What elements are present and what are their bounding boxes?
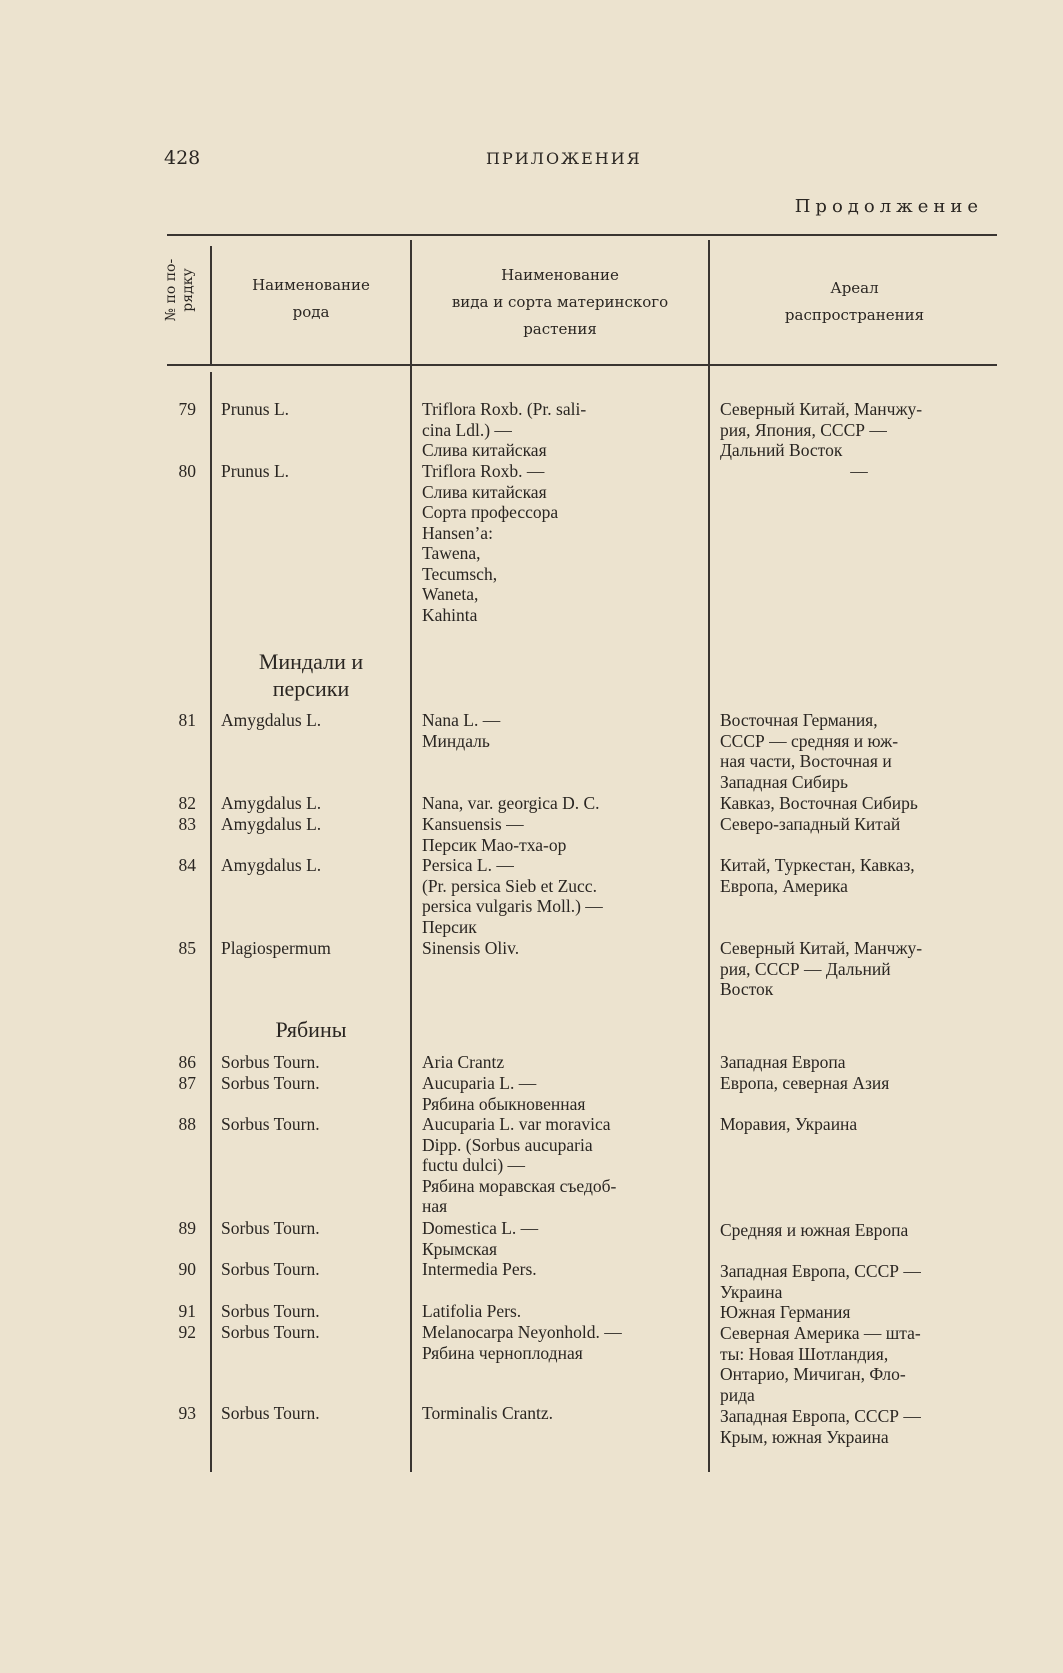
species-name: Nana L. — Миндаль bbox=[422, 710, 501, 751]
genus-name: Sorbus Tourn. bbox=[221, 1052, 320, 1072]
distribution-area: Северо-западный Китай bbox=[720, 814, 901, 834]
genus-name: Amygdalus L. bbox=[221, 710, 322, 730]
column-divider-1-body bbox=[210, 372, 212, 1472]
species-name: Latifolia Pers. bbox=[422, 1301, 522, 1321]
species-name: Intermedia Pers. bbox=[422, 1259, 537, 1279]
distribution-area: Моравия, Украина bbox=[720, 1114, 858, 1134]
row-number: 91 bbox=[178, 1301, 196, 1321]
distribution-area: Южная Германия bbox=[720, 1302, 851, 1322]
genus-name: Sorbus Tourn. bbox=[221, 1301, 320, 1321]
species-name: Triflora Roxb. (Pr. sali- cina Ldl.) — Слива китайская bbox=[422, 399, 587, 460]
row-number: 92 bbox=[178, 1322, 196, 1342]
species-name: Persica L. — (Pr. persica Sieb et Zucc. persica vulgaris Moll.) — Персик bbox=[422, 855, 603, 937]
genus-name: Plagiospermum bbox=[221, 938, 331, 958]
row-number: 79 bbox=[178, 399, 196, 419]
row-number: 89 bbox=[178, 1218, 196, 1238]
species-name: Aucuparia L. — Рябина обыкновенная bbox=[422, 1073, 586, 1114]
row-number: 80 bbox=[178, 461, 196, 481]
species-name: Sinensis Oliv. bbox=[422, 938, 520, 958]
genus-name: Sorbus Tourn. bbox=[221, 1073, 320, 1093]
row-number: 88 bbox=[178, 1114, 196, 1134]
genus-name: Sorbus Tourn. bbox=[221, 1218, 320, 1238]
species-name: Domestica L. — Крымская bbox=[422, 1218, 539, 1259]
row-number: 83 bbox=[178, 814, 196, 834]
genus-name: Amygdalus L. bbox=[221, 793, 322, 813]
genus-name: Sorbus Tourn. bbox=[221, 1114, 320, 1134]
distribution-area: Северная Америка — шта- ты: Новая Шотландия, Онтарио, Мичиган, Фло- рида bbox=[720, 1323, 921, 1405]
genus-name: Sorbus Tourn. bbox=[221, 1259, 320, 1279]
row-number: 87 bbox=[178, 1073, 196, 1093]
genus-name: Sorbus Tourn. bbox=[221, 1403, 320, 1423]
distribution-area: Европа, северная Азия bbox=[720, 1073, 890, 1093]
distribution-area: — bbox=[850, 461, 868, 481]
column-divider-2 bbox=[410, 240, 412, 1472]
running-head: ПРИЛОЖЕНИЯ bbox=[486, 149, 642, 168]
species-name: Melanocarpa Neyonhold. — Рябина черноплодная bbox=[422, 1322, 622, 1363]
page-number: 428 bbox=[164, 147, 201, 169]
row-number: 85 bbox=[178, 938, 196, 958]
species-name: Aria Crantz bbox=[422, 1052, 505, 1072]
column-divider-1 bbox=[210, 246, 212, 364]
genus-name: Sorbus Tourn. bbox=[221, 1322, 320, 1342]
header-genus: Наименование рода bbox=[252, 276, 370, 321]
row-number: 86 bbox=[178, 1052, 196, 1072]
genus-name: Prunus L. bbox=[221, 461, 290, 481]
row-number: 93 bbox=[178, 1403, 196, 1423]
row-number: 81 bbox=[178, 710, 196, 730]
species-name: Triflora Roxb. — Слива китайская Сорта профессора Hansen’a: Tawena, Tecumsch, Waneta, Kahinta bbox=[422, 461, 559, 625]
continuation-label: Продолжение bbox=[794, 196, 983, 217]
genus-name: Prunus L. bbox=[221, 399, 290, 419]
header-species: Наименование вида и сорта материнского растения bbox=[451, 266, 669, 338]
column-divider-3 bbox=[708, 240, 710, 1472]
species-name: Kansuensis — Персик Мао-тха-ор bbox=[422, 814, 567, 855]
genus-name: Amygdalus L. bbox=[221, 814, 322, 834]
distribution-area: Западная Европа, СССР — Украина bbox=[720, 1261, 921, 1302]
row-number: 90 bbox=[178, 1259, 196, 1279]
species-name: Aucuparia L. var moravica Dipp. (Sorbus aucuparia fuctu dulci) — Рябина моравская съедоб- ная bbox=[422, 1114, 617, 1216]
distribution-area: Западная Европа, СССР — Крым, южная Украина bbox=[720, 1406, 921, 1447]
species-name: Torminalis Crantz. bbox=[422, 1403, 553, 1423]
group-heading-almonds: Миндали и персики bbox=[258, 649, 364, 701]
distribution-area: Восточная Германия, СССР — средняя и юж- ная части, Восточная и Западная Сибирь bbox=[720, 710, 899, 792]
distribution-area: Средняя и южная Европа bbox=[720, 1220, 909, 1240]
header-area: Ареал распространения bbox=[784, 279, 925, 324]
distribution-area: Кавказ, Восточная Сибирь bbox=[720, 793, 918, 813]
species-name: Nana, var. georgica D. C. bbox=[422, 793, 600, 813]
group-heading-rowans: Рябины bbox=[275, 1017, 347, 1042]
genus-name: Amygdalus L. bbox=[221, 855, 322, 875]
distribution-area: Китай, Туркестан, Кавказ, Европа, Америка bbox=[720, 855, 915, 896]
table-top-rule bbox=[167, 234, 997, 236]
row-number: 84 bbox=[178, 855, 196, 875]
header-num: № по по- рядку bbox=[163, 258, 196, 322]
distribution-area: Северный Китай, Манчжу- рия, СССР — Дальний Восток bbox=[720, 938, 923, 999]
distribution-area: Западная Европа bbox=[720, 1052, 846, 1072]
header-bottom-rule bbox=[167, 364, 997, 366]
distribution-area: Северный Китай, Манчжу- рия, Япония, СССР — Дальний Восток bbox=[720, 399, 923, 460]
row-number: 82 bbox=[178, 793, 196, 813]
